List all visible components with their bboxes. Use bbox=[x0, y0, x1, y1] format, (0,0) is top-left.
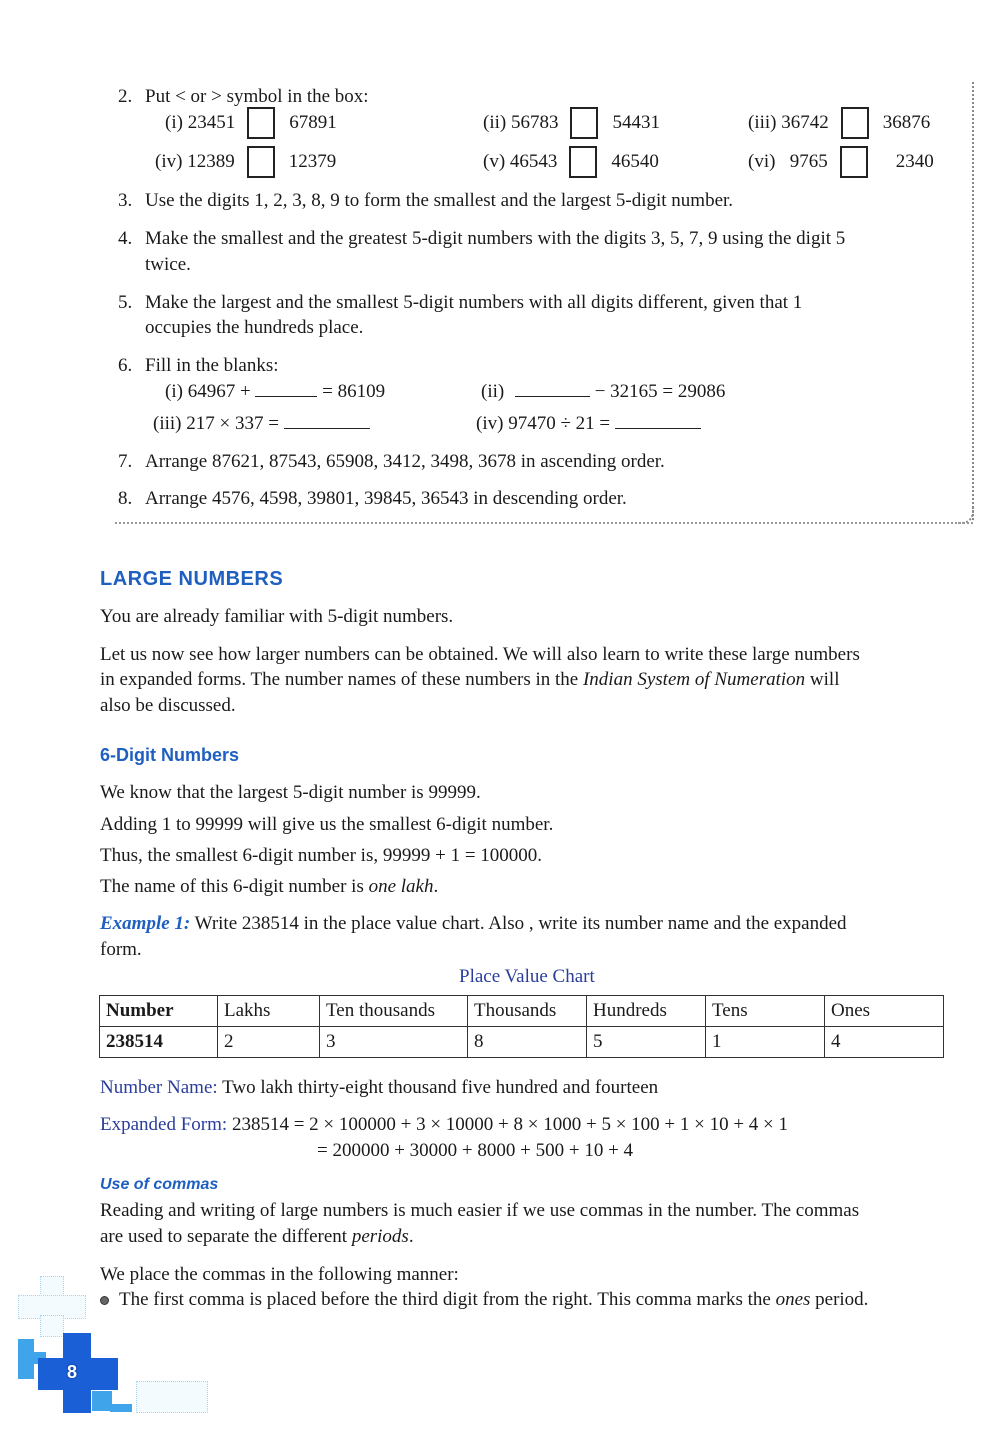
text: are used to separate the different bbox=[100, 1226, 352, 1247]
expanded-form-line-1: 238514 = 2 × 100000 + 3 × 10000 + 8 × 1000 + 5 × 100 + 1 × 10 + 4 × 1 bbox=[227, 1114, 789, 1135]
expression-before: 97470 ÷ 21 = bbox=[508, 413, 611, 434]
question-number: 4. bbox=[118, 228, 133, 249]
right-number: 67891 bbox=[289, 112, 337, 133]
question-4 bbox=[118, 228, 845, 250]
expanded-form-label: Expanded Form: bbox=[100, 1114, 228, 1135]
question-number: 5. bbox=[118, 292, 133, 313]
intro-paragraph-2-line-1: Let us now see how larger numbers can be obtained. We will also learn to write these large numbers bbox=[100, 644, 860, 665]
text: . bbox=[433, 876, 439, 897]
table-header-cell: Tens bbox=[706, 996, 825, 1027]
intro-paragraph-2-line-3: also be discussed. bbox=[100, 695, 236, 716]
question-4-continuation: twice. bbox=[145, 254, 191, 275]
answer-blank[interactable] bbox=[284, 427, 370, 429]
left-number: 36742 bbox=[781, 112, 829, 133]
text: . bbox=[408, 1226, 414, 1247]
table-cell: 238514 bbox=[100, 1027, 218, 1058]
item-label: (iii) bbox=[153, 413, 182, 434]
right-number: 12379 bbox=[288, 151, 337, 172]
right-number: 46540 bbox=[611, 151, 659, 172]
expression-after: = 86109 bbox=[322, 381, 386, 402]
table-cell: 8 bbox=[468, 1027, 587, 1058]
text: period. bbox=[810, 1289, 869, 1310]
answer-box[interactable] bbox=[570, 107, 598, 139]
exercise-box-right-border bbox=[972, 82, 974, 520]
answer-box[interactable] bbox=[840, 146, 868, 178]
number-name-label: Number Name: bbox=[100, 1077, 218, 1098]
answer-blank[interactable] bbox=[515, 395, 590, 397]
item-label: (ii) bbox=[481, 381, 505, 402]
expression-before: 64967 + bbox=[187, 381, 251, 402]
subsection-heading: 6-Digit Numbers bbox=[100, 745, 240, 765]
item-label: (v) bbox=[483, 151, 506, 172]
left-number: 12389 bbox=[187, 151, 235, 172]
paragraph: We know that the largest 5-digit number is 99999. bbox=[100, 782, 481, 803]
question-prompt: Fill in the blanks: bbox=[145, 355, 279, 376]
question-7 bbox=[118, 451, 665, 473]
question-6 bbox=[118, 355, 279, 377]
compare-item-ii bbox=[483, 107, 660, 139]
example-label: Example 1: bbox=[100, 913, 191, 934]
answer-box[interactable] bbox=[247, 107, 275, 139]
table-header-cell: Number bbox=[100, 996, 218, 1027]
table-cell: 1 bbox=[706, 1027, 825, 1058]
table-header-cell: Ones bbox=[825, 996, 944, 1027]
question-number: 6. bbox=[118, 355, 133, 376]
right-number: 54431 bbox=[612, 112, 660, 133]
item-label: (iv) bbox=[476, 413, 504, 434]
fill-blank-ii bbox=[481, 381, 725, 403]
right-number: 36876 bbox=[882, 112, 931, 133]
place-value-table bbox=[99, 995, 944, 1058]
question-text: Use the digits 1, 2, 3, 8, 9 to form the smallest and the largest 5-digit number. bbox=[145, 190, 734, 211]
question-5-continuation: occupies the hundreds place. bbox=[145, 317, 364, 338]
fill-blank-iv bbox=[476, 413, 701, 435]
question-3 bbox=[118, 190, 733, 212]
table-cell: 2 bbox=[218, 1027, 320, 1058]
emphasis-text: ones bbox=[775, 1289, 811, 1310]
item-label: (i) bbox=[165, 381, 183, 402]
bullet-icon bbox=[100, 1296, 109, 1305]
section-heading: LARGE NUMBERS bbox=[100, 568, 284, 590]
example-1-continuation: form. bbox=[100, 939, 142, 960]
answer-box[interactable] bbox=[247, 146, 275, 178]
question-8 bbox=[118, 488, 627, 510]
question-2 bbox=[118, 86, 369, 108]
table-header-cell: Hundreds bbox=[587, 996, 706, 1027]
item-label: (vi) bbox=[748, 151, 776, 172]
answer-box[interactable] bbox=[569, 146, 597, 178]
number-name bbox=[100, 1077, 658, 1099]
left-number: 56783 bbox=[510, 112, 559, 133]
question-number: 3. bbox=[118, 190, 133, 211]
table-row bbox=[100, 1027, 944, 1058]
emphasis-text: Indian System of Numeration bbox=[582, 669, 806, 690]
exercise-box-bottom-border bbox=[115, 522, 973, 524]
question-5 bbox=[118, 292, 802, 314]
example-text: Write 238514 in the place value chart. Also , write its number name and the expanded bbox=[190, 913, 847, 934]
fill-blank-iii bbox=[153, 413, 370, 435]
emphasis-text: one lakh bbox=[368, 876, 434, 897]
example-1 bbox=[100, 913, 847, 935]
table-header-row bbox=[100, 996, 944, 1027]
question-text: Arrange 4576, 4598, 39801, 39845, 36543 in descending order. bbox=[145, 488, 627, 509]
page-number: 8 bbox=[67, 1362, 78, 1382]
left-number: 9765 bbox=[789, 151, 828, 172]
paragraph: Reading and writing of large numbers is much easier if we use commas in the number. The commas bbox=[100, 1200, 860, 1221]
compare-item-iii bbox=[748, 107, 930, 139]
question-prompt: Put < or > symbol in the box: bbox=[145, 86, 369, 107]
compare-item-iv bbox=[155, 146, 336, 178]
compare-item-v bbox=[483, 146, 659, 178]
paragraph: Thus, the smallest 6-digit number is, 99999 + 1 = 100000. bbox=[100, 845, 543, 866]
emphasis-text: periods bbox=[351, 1226, 409, 1247]
left-number: 46543 bbox=[509, 151, 558, 172]
item-label: (i) bbox=[165, 112, 183, 133]
question-text: Make the smallest and the greatest 5-digit numbers with the digits 3, 5, 7, 9 using the digit 5 bbox=[145, 228, 846, 249]
question-number: 7. bbox=[118, 451, 133, 472]
expression-before: 217 × 337 = bbox=[186, 413, 279, 434]
subsection-heading: Use of commas bbox=[100, 1176, 219, 1193]
expanded-form-line-2: = 200000 + 30000 + 8000 + 500 + 10 + 4 bbox=[317, 1140, 634, 1161]
right-number: 2340 bbox=[895, 151, 934, 172]
table-header-cell: Ten thousands bbox=[320, 996, 468, 1027]
table-cell: 4 bbox=[825, 1027, 944, 1058]
table-header-cell: Lakhs bbox=[218, 996, 320, 1027]
place-value-chart-title: Place Value Chart bbox=[459, 966, 595, 987]
expanded-form bbox=[100, 1114, 788, 1136]
item-label: (ii) bbox=[483, 112, 507, 133]
paragraph: Adding 1 to 99999 will give us the smallest 6-digit number. bbox=[100, 814, 554, 835]
text: The first comma is placed before the third digit from the right. This comma marks the bbox=[119, 1289, 776, 1310]
compare-item-vi bbox=[748, 146, 934, 178]
question-text: Make the largest and the smallest 5-digit numbers with all digits different, given that 1 bbox=[145, 292, 803, 313]
paragraph: We place the commas in the following manner: bbox=[100, 1264, 459, 1285]
number-name-value: Two lakh thirty-eight thousand five hundred and fourteen bbox=[217, 1077, 659, 1098]
expression-after: − 32165 = 29086 bbox=[594, 381, 726, 402]
text: in expanded forms. The number names of these numbers in the bbox=[100, 669, 583, 690]
table-header-cell: Thousands bbox=[468, 996, 587, 1027]
question-text: Arrange 87621, 87543, 65908, 3412, 3498, 3678 in ascending order. bbox=[145, 451, 665, 472]
text: The name of this 6-digit number is bbox=[100, 876, 369, 897]
answer-blank[interactable] bbox=[615, 427, 701, 429]
answer-box[interactable] bbox=[841, 107, 869, 139]
answer-blank[interactable] bbox=[255, 395, 317, 397]
bullet-item bbox=[100, 1289, 868, 1311]
left-number: 23451 bbox=[187, 112, 236, 133]
text: will bbox=[805, 669, 840, 690]
question-number: 2. bbox=[118, 86, 133, 107]
table-cell: 3 bbox=[320, 1027, 468, 1058]
intro-paragraph-1: You are already familiar with 5-digit numbers. bbox=[100, 606, 454, 627]
item-label: (iii) bbox=[748, 112, 777, 133]
paragraph bbox=[100, 1226, 414, 1248]
fill-blank-i bbox=[165, 381, 385, 403]
intro-paragraph-2-line-2 bbox=[100, 669, 839, 691]
compare-item-i bbox=[165, 107, 337, 139]
table-cell: 5 bbox=[587, 1027, 706, 1058]
item-label: (iv) bbox=[155, 151, 183, 172]
paragraph bbox=[100, 876, 438, 898]
question-number: 8. bbox=[118, 488, 133, 509]
